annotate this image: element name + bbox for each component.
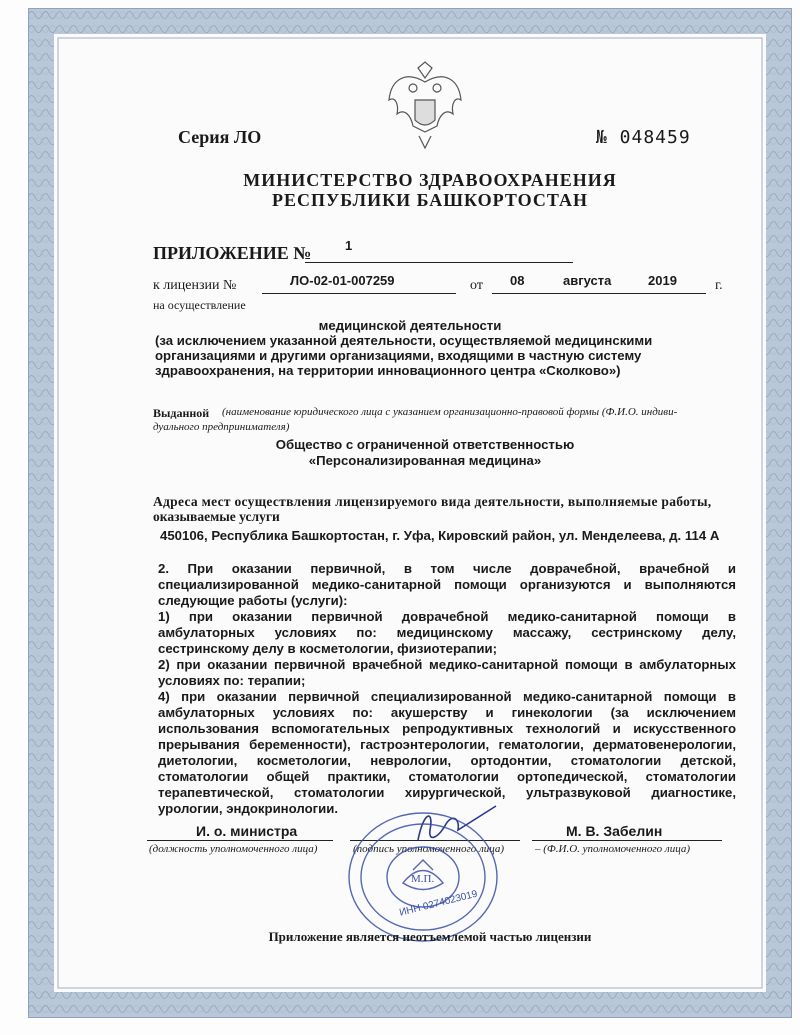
name-hint: – (Ф.И.О. уполномоченного лица) (535, 843, 691, 855)
ministry-line-1: МИНИСТЕРСТВО ЗДРАВООХРАНЕНИЯ (243, 170, 617, 190)
address-text: 450106, Республика Башкортостан, г. Уфа, Кировский район, ул. Менделеева, д. 114 А (160, 528, 720, 543)
ministry-line-2: РЕСПУБЛИКИ БАШКОРТОСТАН (272, 190, 588, 210)
services-line: терапевтической, стоматологии хирургической, ультразвуковой диагностике, (158, 785, 736, 800)
activity-label: на осуществление (153, 298, 246, 312)
stamp-mp: М.П. (411, 873, 435, 885)
coat-of-arms-icon (385, 60, 465, 152)
addresses-label-2: оказываемые услуги (153, 509, 280, 524)
signatory-name: М. В. Забелин (566, 823, 663, 839)
stamp-inn: ИНН 0274023019 (398, 888, 479, 919)
license-month: августа (563, 273, 612, 288)
license-year-suffix: г. (715, 278, 723, 293)
appendix-label: ПРИЛОЖЕНИЕ № (153, 243, 312, 263)
services-line: урологии, эндокринологии. (158, 801, 338, 816)
services-line: амбулаторных условиях по: акушерству и гинекологии (за исключением (158, 705, 736, 720)
footer-note: Приложение является неотъемлемой частью лицензии (268, 929, 592, 944)
services-line: специализированной медико-санитарной помощи организуются и выполняются (158, 577, 736, 592)
appendix-number: 1 (345, 238, 353, 253)
license-from-label: от (470, 278, 483, 293)
services-line: амбулаторных условиях по: медицинскому массажу, сестринскому делу, (158, 625, 736, 640)
activity-line-4: здравоохранения, на территории инновационного центра «Сколково») (155, 363, 621, 378)
services-line: условиях по: терапии; (158, 673, 306, 688)
services-line: 2. При оказании первичной, в том числе доврачебной, врачебной и (158, 561, 736, 576)
services-block (158, 561, 736, 817)
addresses-label-1: Адреса мест осуществления лицензируемого вида деятельности, выполняемые работы, (153, 494, 712, 509)
organization-line-2: «Персонализированная медицина» (308, 453, 542, 468)
services-line: 4) при оказании первичной специализированной медико-санитарной помощи в (158, 689, 736, 704)
services-line: стоматологии общей практики, стоматологии ортопедической, стоматологии (158, 769, 736, 784)
services-line: 2) при оказании первичной врачебной медико-санитарной помощи в амбулаторных (158, 657, 736, 672)
issued-hint-2: дуального предпринимателя) (153, 421, 290, 433)
signatory-position: И. о. министра (196, 823, 298, 839)
activity-line-1: медицинской деятельности (318, 318, 502, 333)
license-day: 08 (510, 273, 525, 288)
services-line: использования вспомогательных репродуктивных технологий и искусственного (158, 721, 736, 736)
license-label: к лицензии № (153, 278, 237, 293)
organization-line-1: Общество с ограниченной ответственностью (275, 437, 575, 452)
services-line: сестринскому делу в косметологии, физиотерапии; (158, 641, 497, 656)
services-line: диетологии, косметологии, неврологии, ортодонтии, стоматологии детской, (158, 753, 736, 768)
activity-line-3: организациями и другими организациями, входящими в частную систему (155, 348, 642, 363)
services-line: 1) при оказании первичной доврачебной медико-санитарной помощи в (158, 609, 736, 624)
issued-label: Выданной (153, 406, 210, 420)
license-number: ЛО-02-01-007259 (290, 273, 395, 288)
issued-hint-1: (наименование юридического лица с указанием организационно-правовой формы (Ф.И.О. индиви- (222, 406, 678, 418)
official-stamp (343, 808, 503, 946)
signature-hint: (подпись уполномоченного лица) (353, 843, 505, 855)
position-hint: (должность уполномоченного лица) (149, 843, 318, 855)
series-number: № 048459 (596, 127, 691, 148)
services-line: следующие работы (услуги): (158, 593, 348, 608)
license-year: 2019 (648, 273, 677, 288)
services-line: прерывания беременности), гастроэнтерологии, гематологии, дерматовенерологии, (158, 737, 736, 752)
series-label: Серия ЛО (178, 127, 262, 147)
activity-line-2: (за исключением указанной деятельности, осуществляемой медицинскими (155, 333, 653, 348)
